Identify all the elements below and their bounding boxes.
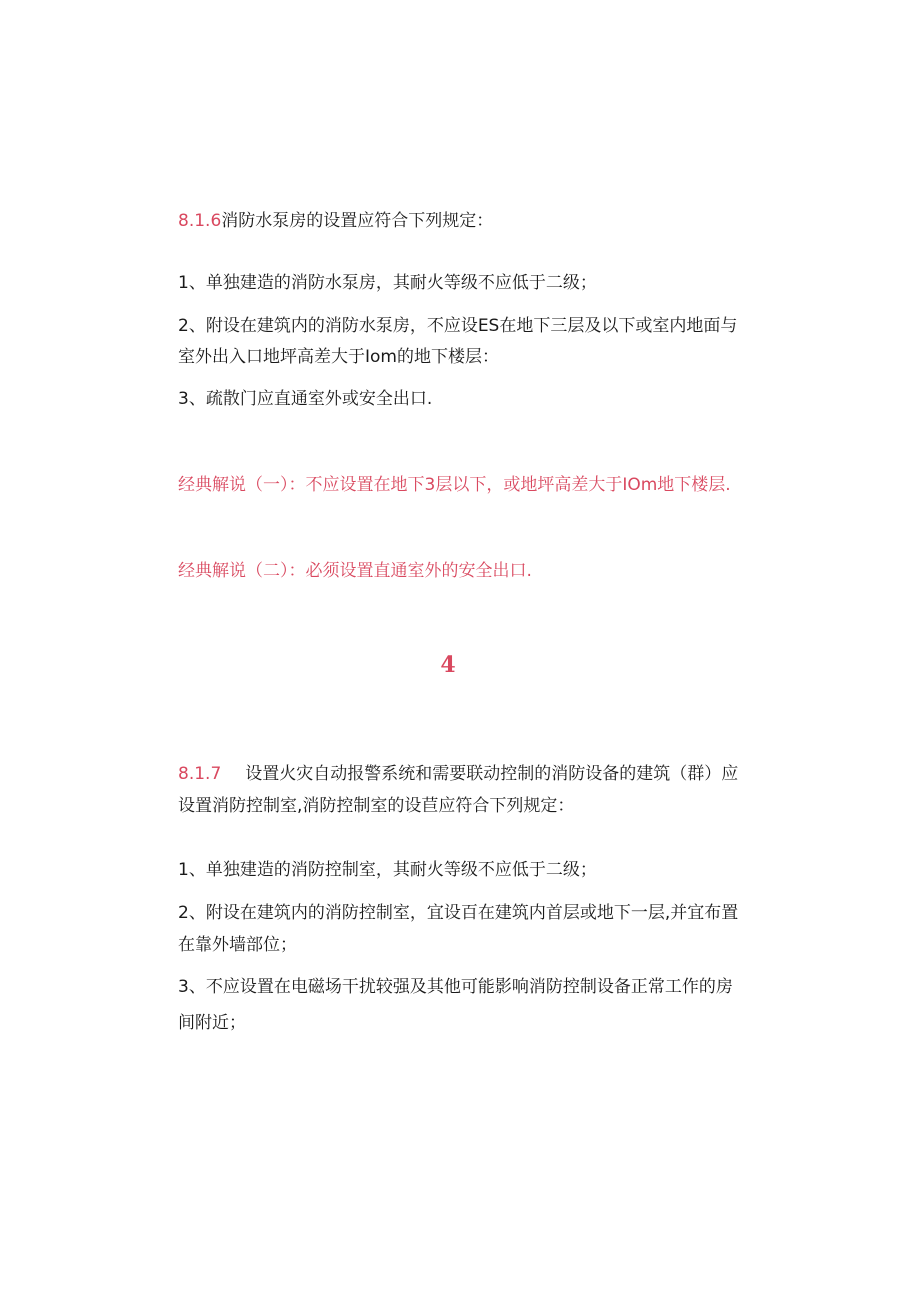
section-816-heading bbox=[178, 208, 493, 234]
list-item-continuation: 间附近； bbox=[178, 1013, 246, 1033]
note-paragraph: 经典解说（一）：不应设置在地下3层以下，或地坪高差大于IOm地下楼层. bbox=[178, 475, 731, 495]
list-item: 1、单独建造的消防水泵房，其耐火等级不应低于二级； bbox=[178, 273, 597, 293]
section-heading-text: 设置火灾自动报警系统和需要联动控制的消防设备的建筑（群）应 bbox=[245, 764, 739, 784]
list-item-continuation: 室外出入口地坪高差大于Iom的地下楼层： bbox=[178, 347, 499, 367]
list-item: 2、附设在建筑内的消防水泵房，不应设ES在地下三层及以下或室内地面与 bbox=[178, 316, 738, 336]
list-item: 1、单独建造的消防控制室，其耐火等级不应低于二级； bbox=[178, 860, 597, 880]
section-817-heading bbox=[178, 761, 738, 787]
section-number: 8.1.6 bbox=[178, 211, 222, 231]
section-number: 8.1.7 bbox=[178, 764, 222, 784]
list-item-continuation: 在靠外墙部位； bbox=[178, 935, 297, 955]
list-item: 3、不应设置在电磁场干扰较强及其他可能影响消防控制设备正常工作的房 bbox=[178, 977, 733, 997]
page-number: 4 bbox=[440, 652, 456, 678]
list-item: 2、附设在建筑内的消防控制室，宜设百在建筑内首层或地下一层,并宜布置 bbox=[178, 903, 739, 923]
section-heading-continuation: 设置消防控制室,消防控制室的设苣应符合下列规定： bbox=[178, 796, 575, 816]
note-paragraph: 经典解说（二）：必须设置直通室外的安全出口. bbox=[178, 561, 532, 581]
section-heading-text: 消防水泵房的设置应符合下列规定： bbox=[221, 211, 494, 231]
list-item: 3、疏散门应直通室外或安全出口. bbox=[178, 389, 433, 409]
